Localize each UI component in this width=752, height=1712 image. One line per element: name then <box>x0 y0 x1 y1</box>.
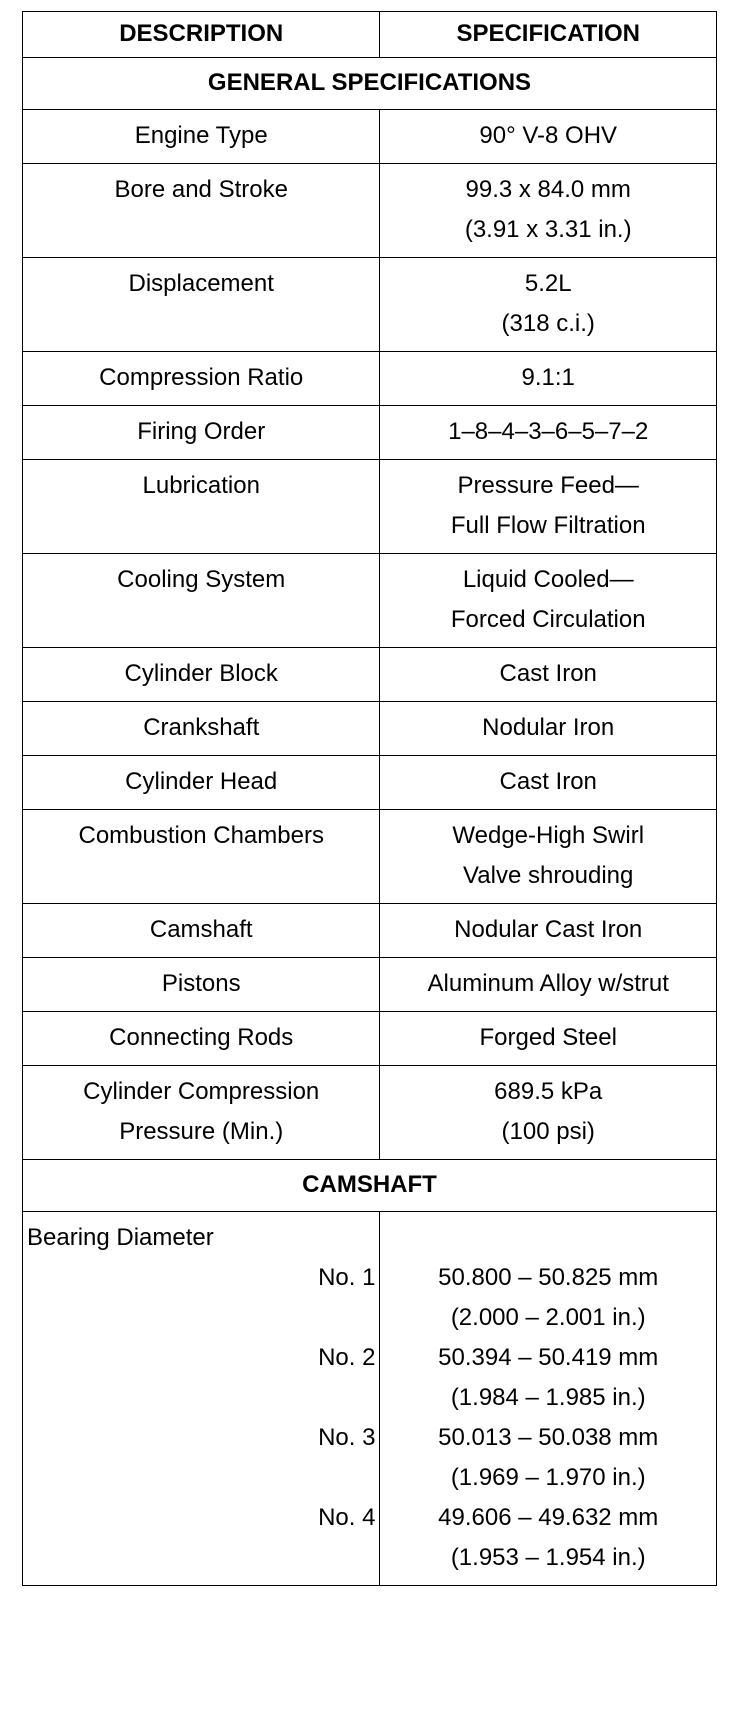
spec-row <box>23 554 717 648</box>
specification-text: Nodular Cast Iron <box>454 916 643 943</box>
specification-text: 9.1:1 <box>521 364 575 391</box>
spec-row <box>23 702 717 756</box>
bearing-value <box>384 1338 712 1418</box>
description-cell <box>23 554 380 648</box>
spec-row <box>23 258 717 352</box>
specification-text: Nodular Iron <box>482 714 615 741</box>
description-cell <box>23 164 380 258</box>
bearing-in-text: (1.984 – 1.985 in.) <box>450 1384 646 1411</box>
spec-row <box>23 1066 717 1160</box>
bearing-in-text: (1.969 – 1.970 in.) <box>450 1464 646 1491</box>
description-text: Camshaft <box>149 916 253 943</box>
specification-text: Full Flow Filtration <box>450 512 646 539</box>
description-text: Pistons <box>161 970 241 997</box>
specification-cell <box>380 110 717 164</box>
bearing-value <box>384 1498 712 1578</box>
specification-text: Forged Steel <box>479 1024 617 1051</box>
description-cell <box>23 460 380 554</box>
specification-text: 5.2L <box>524 270 572 297</box>
spec-row <box>23 352 717 406</box>
section-row-camshaft <box>23 1160 717 1212</box>
specification-text: Forced Circulation <box>450 606 646 633</box>
specification-cell <box>380 1012 717 1066</box>
spec-row <box>23 648 717 702</box>
specification-cell <box>380 1066 717 1160</box>
bearing-number-label: No. 1 <box>318 1264 376 1291</box>
specification-text: Wedge-High Swirl <box>452 822 645 849</box>
specification-cell <box>380 554 717 648</box>
specification-cell <box>380 258 717 352</box>
specification-cell <box>380 352 717 406</box>
specification-cell <box>380 904 717 958</box>
bearing-number-label: No. 2 <box>318 1344 376 1371</box>
specification-text: (100 psi) <box>501 1118 595 1145</box>
description-cell <box>23 258 380 352</box>
specification-text: 90° V-8 OHV <box>479 122 618 149</box>
description-cell <box>23 648 380 702</box>
bearing-number-label: No. 3 <box>318 1424 376 1451</box>
spec-row <box>23 1012 717 1066</box>
description-cell <box>23 756 380 810</box>
description-cell <box>23 1012 380 1066</box>
bearing-diameter-label: Bearing Diameter <box>27 1224 214 1251</box>
description-cell <box>23 406 380 460</box>
specification-text: Pressure Feed— <box>457 472 639 499</box>
header-description: DESCRIPTION <box>23 12 380 58</box>
specification-text: (318 c.i.) <box>501 310 595 337</box>
description-text: Pressure (Min.) <box>119 1118 284 1145</box>
specification-text: Valve shrouding <box>463 862 634 889</box>
specification-text: Aluminum Alloy w/strut <box>427 970 669 997</box>
specification-cell <box>380 702 717 756</box>
description-cell <box>23 810 380 904</box>
spec-table-body <box>23 12 717 1586</box>
specification-cell <box>380 756 717 810</box>
specification-text: (3.91 x 3.31 in.) <box>464 216 632 243</box>
specification-text: 1–8–4–3–6–5–7–2 <box>448 418 649 445</box>
description-text: Engine Type <box>134 122 268 149</box>
specification-text: Liquid Cooled— <box>462 566 634 593</box>
specification-cell <box>380 648 717 702</box>
spec-row <box>23 756 717 810</box>
bearing-mm-text: 50.013 – 50.038 mm <box>438 1424 659 1451</box>
bearing-specification-cell <box>380 1212 717 1586</box>
bearing-number-label: No. 4 <box>318 1504 376 1531</box>
spec-table <box>22 11 717 1586</box>
bearing-spec-spacer <box>384 1218 712 1258</box>
bearing-mm-text: 50.800 – 50.825 mm <box>438 1264 659 1291</box>
description-cell <box>23 702 380 756</box>
bearing-value <box>384 1418 712 1498</box>
description-text: Firing Order <box>137 418 266 445</box>
spec-row <box>23 460 717 554</box>
header-specification: SPECIFICATION <box>380 12 717 58</box>
bearing-mm-text: 50.394 – 50.419 mm <box>438 1344 659 1371</box>
description-text: Combustion Chambers <box>78 822 324 849</box>
bearing-in-text: (1.953 – 1.954 in.) <box>450 1544 646 1571</box>
description-cell <box>23 958 380 1012</box>
description-text: Cylinder Block <box>124 660 278 687</box>
section-title-general: GENERAL SPECIFICATIONS <box>23 58 717 110</box>
specification-cell <box>380 810 717 904</box>
description-text: Crankshaft <box>143 714 260 741</box>
description-cell <box>23 110 380 164</box>
section-title-camshaft: CAMSHAFT <box>23 1160 717 1212</box>
specification-cell <box>380 164 717 258</box>
specification-text: Cast Iron <box>499 660 597 687</box>
section-row-general <box>23 58 717 110</box>
bearing-mm-text: 49.606 – 49.632 mm <box>438 1504 659 1531</box>
description-text: Displacement <box>128 270 274 297</box>
description-text: Bore and Stroke <box>114 176 288 203</box>
description-text: Cylinder Head <box>125 768 278 795</box>
bearing-value <box>384 1258 712 1338</box>
spec-row <box>23 904 717 958</box>
header-row <box>23 12 717 58</box>
specification-cell <box>380 958 717 1012</box>
description-text: Connecting Rods <box>109 1024 294 1051</box>
specification-cell <box>380 406 717 460</box>
spec-row <box>23 110 717 164</box>
bearing-in-text: (2.000 – 2.001 in.) <box>450 1304 646 1331</box>
spec-row <box>23 406 717 460</box>
spec-row <box>23 810 717 904</box>
spec-row <box>23 164 717 258</box>
description-text: Compression Ratio <box>99 364 304 391</box>
bearing-description-cell <box>23 1212 380 1586</box>
description-text: Lubrication <box>142 472 260 499</box>
specification-text: 689.5 kPa <box>494 1078 603 1105</box>
specification-text: 99.3 x 84.0 mm <box>465 176 631 203</box>
specification-text: Cast Iron <box>499 768 597 795</box>
description-text: Cooling System <box>117 566 286 593</box>
description-cell <box>23 352 380 406</box>
description-text: Cylinder Compression <box>83 1078 320 1105</box>
spec-row <box>23 958 717 1012</box>
bearing-diameter-row <box>23 1212 717 1586</box>
specification-cell <box>380 460 717 554</box>
description-cell <box>23 1066 380 1160</box>
description-cell <box>23 904 380 958</box>
